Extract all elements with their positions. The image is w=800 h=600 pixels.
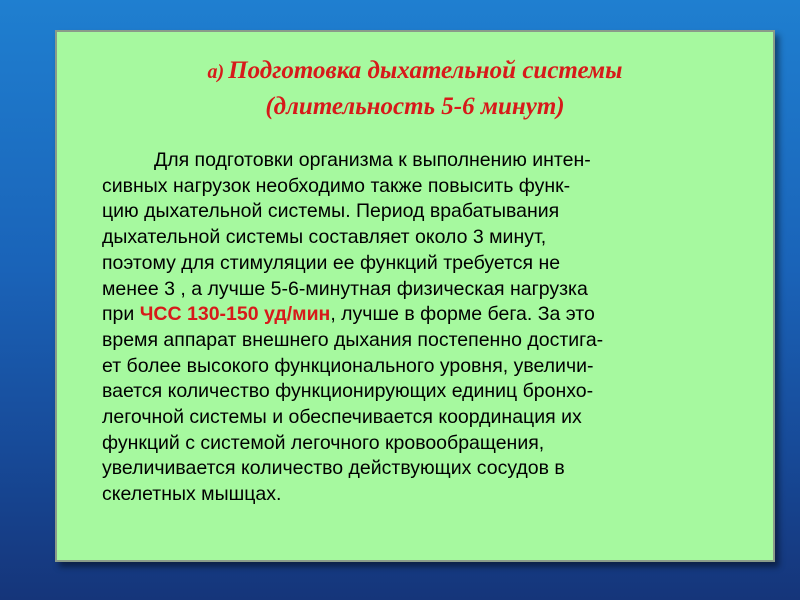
slide-content-panel (55, 30, 775, 562)
body-line-5: поэтому для стимуляции ее функций требуется не (102, 251, 561, 274)
title-line-1: Подготовка дыхательной системы (228, 57, 623, 84)
body-line-2: сивных нагрузок необходимо также повысить функ- (102, 174, 571, 197)
body-line-12: функций с системой легочного кровообращения, (102, 431, 545, 454)
body-line-4: дыхательной системы составляет около 3 минут, (102, 226, 547, 249)
body-line-10: вается количество функционирующих единиц бронхо- (102, 380, 594, 403)
slide-title (57, 54, 773, 123)
body-line-7-end: , лучше в форме бега. За это (330, 303, 595, 326)
body-line-6: менее 3 , а лучше 5-6-минутная физическая нагрузка (102, 277, 588, 300)
body-line-11: легочной системы и обеспечивается координация их (102, 406, 582, 429)
body-line-7 (102, 302, 742, 328)
body-line-3: цию дыхательной системы. Период врабатывания (102, 200, 560, 223)
body-line-8: время аппарат внешнего дыхания постепенно достига- (102, 328, 604, 351)
body-paragraph (102, 148, 742, 508)
body-line-7-start: при (102, 303, 140, 326)
body-line-13: увеличивается количество действующих сосудов в (102, 457, 565, 480)
body-line-1: Для подготовки организма к выполнению интен- (154, 149, 591, 171)
title-line-2: (длительность 5-6 минут) (265, 93, 565, 120)
body-line-9: ет более высокого функционального уровня, увеличи- (102, 354, 594, 377)
body-line-14: скелетных мышцах. (102, 483, 282, 506)
heart-rate-highlight: ЧСС 130-150 уд/мин (139, 303, 331, 326)
title-prefix: а) (207, 61, 225, 83)
